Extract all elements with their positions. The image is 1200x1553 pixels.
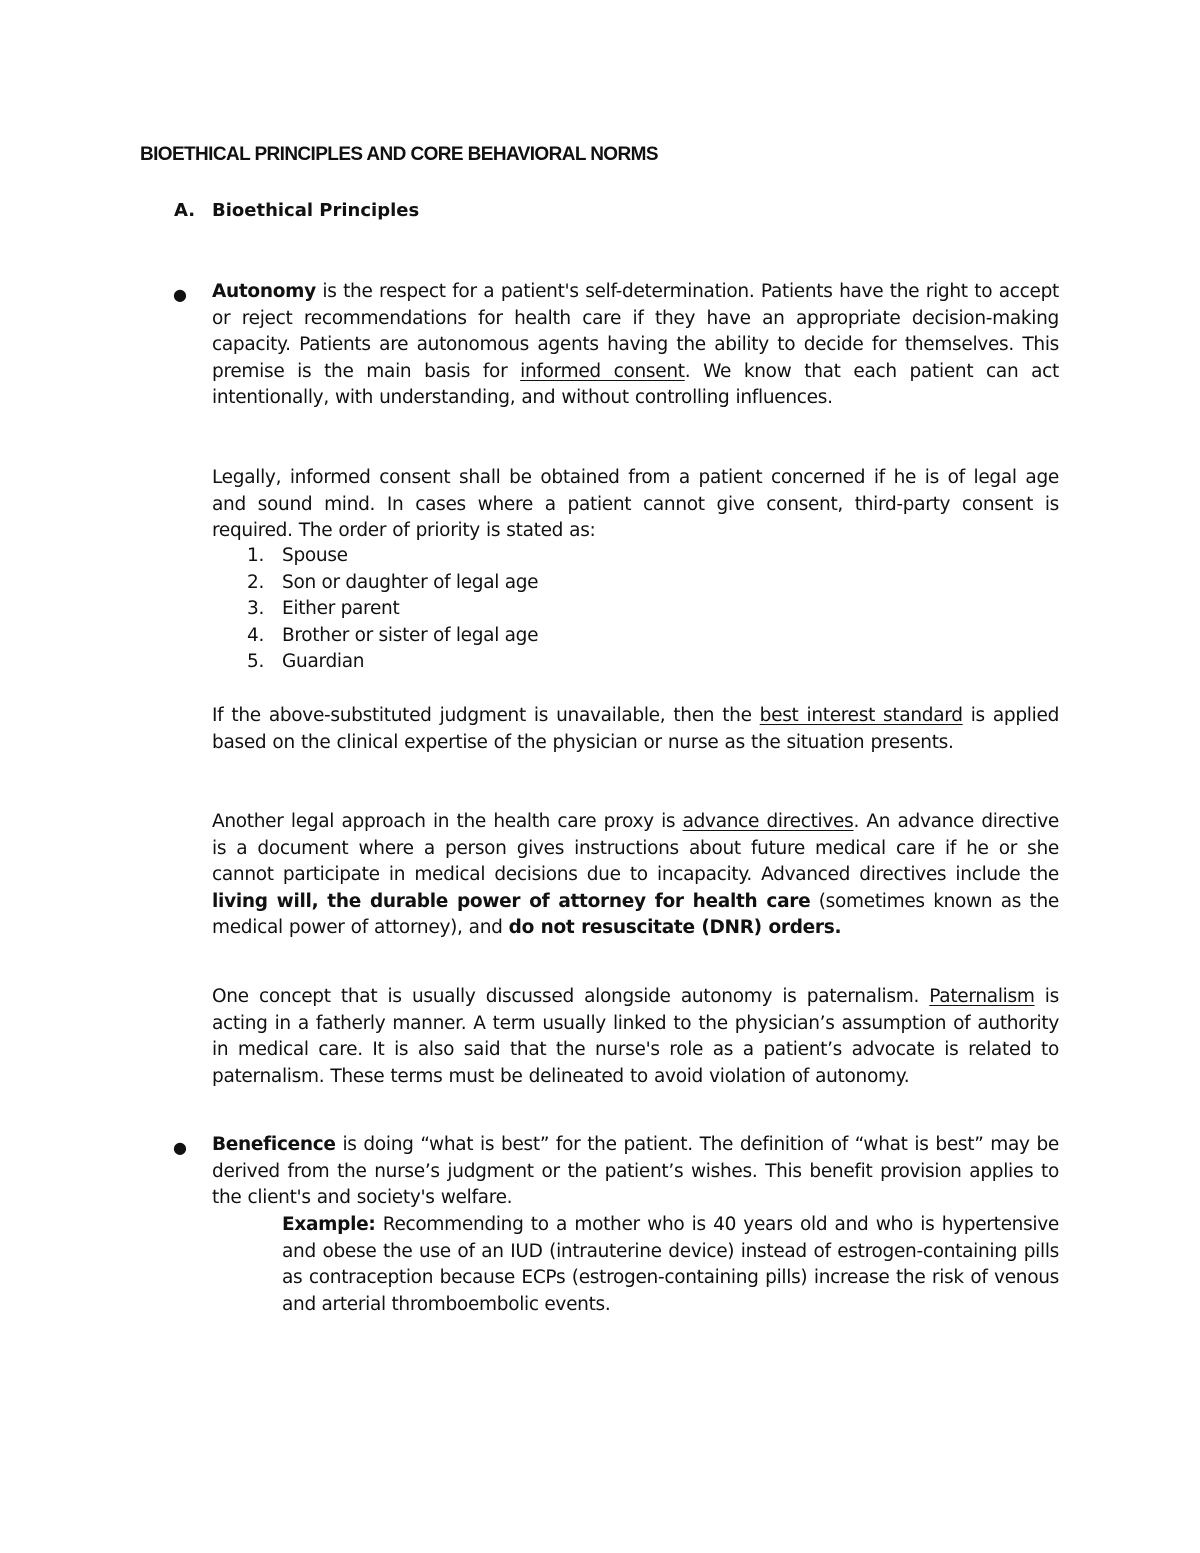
best-interest-term: best interest standard (759, 705, 963, 726)
example-text: Recommending to a mother who is 40 years old and who is hypertensive and obese the use of an IUD (intrauterine device) instead of estrogen-containing pills as contraception because ECPs (estrogen-containing pills) increase the risk of venous and arterial thromboembolic events. (282, 1214, 1059, 1315)
legally-paragraph: Legally, informed consent shall be obtained from a patient concerned if he is of legal age and sound mind. In cases where a patient cannot give consent, third-party consent is required. The order of priority is stated as: (212, 467, 1059, 542)
example-label: Example: (282, 1214, 376, 1235)
autonomy-paragraph (212, 279, 1059, 412)
dnr-orders-term: do not resuscitate (DNR) orders. (508, 917, 842, 939)
bullet-icon: ● (173, 1138, 187, 1157)
list-number: 3. (247, 598, 265, 619)
list-item (247, 623, 538, 650)
list-number: 1. (247, 545, 265, 566)
best-interest-paragraph (212, 703, 1059, 756)
list-text: Either parent (282, 598, 400, 619)
advance-text-mid2: (sometimes known as the medical power of attorney), and (212, 890, 1059, 939)
best-interest-text: If the above-substituted judgment is unavailable, then the (212, 705, 760, 726)
list-text: Guardian (282, 651, 365, 672)
advance-directives-term: advance directives (682, 811, 854, 832)
beneficence-term: Beneficence (212, 1134, 336, 1155)
bullet-icon: ● (173, 285, 187, 304)
list-item (247, 596, 538, 623)
autonomy-text: is the respect for a patient's self-determination. Patients have the right to accept or reject recommendations for health care if they have an appropriate decision-making capacity. Patients are autonomous agents having the ability to decide for themselves. This premise is the main basis for (212, 281, 1059, 382)
beneficence-paragraph (212, 1132, 1059, 1212)
list-number: 2. (247, 571, 265, 593)
autonomy-text-end: . We know that each patient can act intentionally, with understanding, and without controlling influences. (212, 360, 1059, 409)
list-number: 4. (247, 624, 265, 646)
document-title: BIOETHICAL PRINCIPLES AND CORE BEHAVIORAL NORMS (140, 144, 658, 165)
informed-consent-term: informed consent (520, 360, 685, 382)
list-text: Brother or sister of legal age (282, 624, 539, 646)
section-label: A. (174, 200, 196, 221)
list-text: Spouse (282, 545, 348, 566)
example-paragraph (282, 1212, 1059, 1318)
paternalism-term: Paternalism (929, 986, 1035, 1007)
list-item (247, 649, 538, 676)
section-heading (174, 200, 419, 221)
list-number: 5. (247, 651, 265, 672)
advance-bold-terms: living will, the durable power of attorney for health care (212, 890, 811, 912)
priority-list (247, 543, 538, 676)
autonomy-term: Autonomy (212, 281, 316, 302)
advance-text-mid: . An advance directive is a document where a person gives instructions about future medical care if he or she cannot participate in medical decisions due to incapacity. Advanced directives include the (212, 811, 1059, 886)
paternalism-text-end: is acting in a fatherly manner. A term usually linked to the physician’s assumption of authority in medical care. It is also said that the nurse's role as a patient’s advocate is related to paternalism. These terms must be delineated to avoid violation of autonomy. (212, 986, 1059, 1087)
best-interest-text-end: is applied based on the clinical expertise of the physician or nurse as the situation presents. (212, 705, 1060, 753)
paternalism-text: One concept that is usually discussed alongside autonomy is paternalism. (212, 986, 930, 1007)
section-title: Bioethical Principles (212, 200, 420, 221)
beneficence-text: is doing “what is best” for the patient. The definition of “what is best” may be derived from the nurse’s judgment or the patient’s wishes. This benefit provision applies to the client's and society's welfare. (212, 1134, 1059, 1209)
list-item (247, 543, 538, 570)
list-text: Son or daughter of legal age (282, 571, 539, 593)
list-item (247, 570, 538, 597)
advance-directives-paragraph (212, 809, 1059, 942)
advance-text: Another legal approach in the health care proxy is (212, 811, 683, 832)
paternalism-paragraph (212, 984, 1059, 1090)
